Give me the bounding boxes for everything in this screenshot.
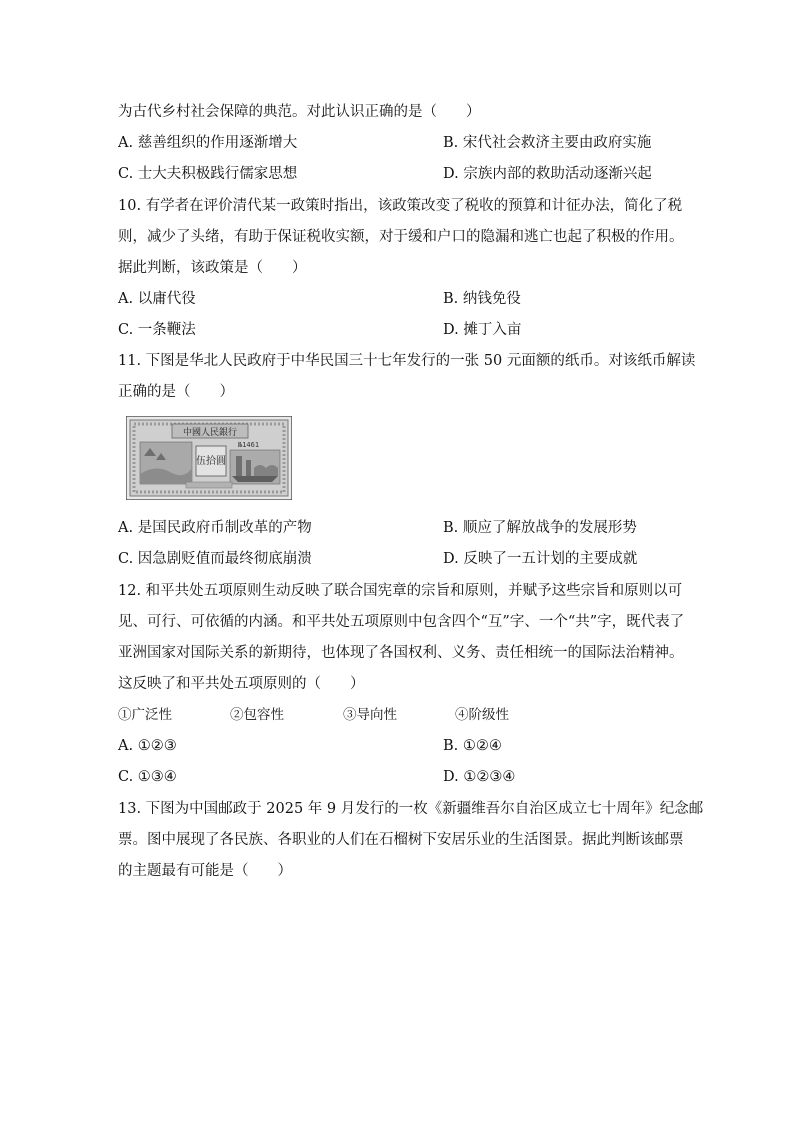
- q11-stem-line-2: 正确的是（ ）: [118, 384, 234, 400]
- banknote-illustration: [126, 416, 292, 500]
- q12-stem-line-4: 这反映了和平共处五项原则的（ ）: [118, 676, 365, 692]
- q12-item-4: ④阶级性: [455, 707, 509, 723]
- q12-stem-line-1: 12. 和平共处五项原则生动反映了联合国宪章的宗旨和原则，并赋予这些宗旨和原则以可: [118, 583, 683, 599]
- q9-option-d[interactable]: D. 宗族内部的救助活动逐渐兴起: [443, 166, 652, 182]
- q12-stem-line-2: 见、可行、可依循的内涵。和平共处五项原则中包含四个“互”字、一个“共”字，既代表了: [118, 614, 685, 630]
- q12-option-c[interactable]: C. ①③④: [118, 769, 177, 785]
- q9-option-c[interactable]: C. 士大夫积极践行儒家思想: [118, 166, 298, 182]
- q11-option-b[interactable]: B. 顺应了解放战争的发展形势: [443, 520, 637, 536]
- q12-option-a[interactable]: A. ①②③: [118, 738, 177, 754]
- q10-option-a[interactable]: A. 以庸代役: [118, 291, 196, 307]
- q10-stem-line-3: 据此判断，该政策是（ ）: [118, 260, 307, 276]
- q13-stem-line-2: 票。图中展现了各民族、各职业的人们在石榴树下安居乐业的生活图景。据此判断该邮票: [118, 832, 684, 848]
- q12-option-b[interactable]: B. ①②④: [443, 738, 502, 754]
- q11-option-a[interactable]: A. 是国民政府币制改革的产物: [118, 520, 312, 536]
- q9-option-b[interactable]: B. 宋代社会救济主要由政府实施: [443, 135, 652, 151]
- q9-option-a[interactable]: A. 慈善组织的作用逐渐增大: [118, 135, 298, 151]
- q11-option-d[interactable]: D. 反映了一五计划的主要成就: [443, 551, 638, 567]
- q12-item-3: ③导向性: [343, 707, 397, 723]
- q10-stem-line-1: 10. 有学者在评价清代某一政策时指出，该政策改变了税收的预算和计征办法，简化了税: [118, 198, 683, 214]
- q9-stem: 为古代乡村社会保障的典范。对此认识正确的是（ ）: [118, 104, 481, 120]
- q10-option-d[interactable]: D. 摊丁入亩: [443, 322, 522, 338]
- q12-item-1: ①广泛性: [118, 707, 172, 723]
- q10-option-c[interactable]: C. 一条鞭法: [118, 322, 196, 338]
- q12-stem-line-3: 亚洲国家对国际关系的新期待，也体现了各国权利、义务、责任相统一的国际法治精神。: [118, 645, 684, 661]
- q11-stem-line-1: 11. 下图是华北人民政府于中华民国三十七年发行的一张 50 元面额的纸币。对该纸币解读: [118, 353, 696, 369]
- q10-stem-line-2: 则，减少了头绪，有助于保证税收实额，对于缓和户口的隐漏和逃亡也起了积极的作用。: [118, 229, 684, 245]
- q12-option-d[interactable]: D. ①②③④: [443, 769, 516, 785]
- q13-stem-line-3: 的主题最有可能是（ ）: [118, 863, 292, 879]
- banknote-value-text: 伍拾圓: [196, 456, 226, 467]
- q11-option-c[interactable]: C. 因急剧贬值而最终彻底崩溃: [118, 551, 312, 567]
- q10-option-b[interactable]: B. 纳钱免役: [443, 291, 521, 307]
- banknote-serial: №1461: [238, 441, 260, 449]
- q13-stem-line-1: 13. 下图为中国邮政于 2025 年 9 月发行的一枚《新疆维吾尔自治区成立七十周年》纪念邮: [118, 801, 704, 817]
- q12-item-2: ②包容性: [230, 707, 284, 723]
- banknote-image: [126, 416, 292, 500]
- banknote-top-text: 中國人民銀行: [182, 428, 238, 438]
